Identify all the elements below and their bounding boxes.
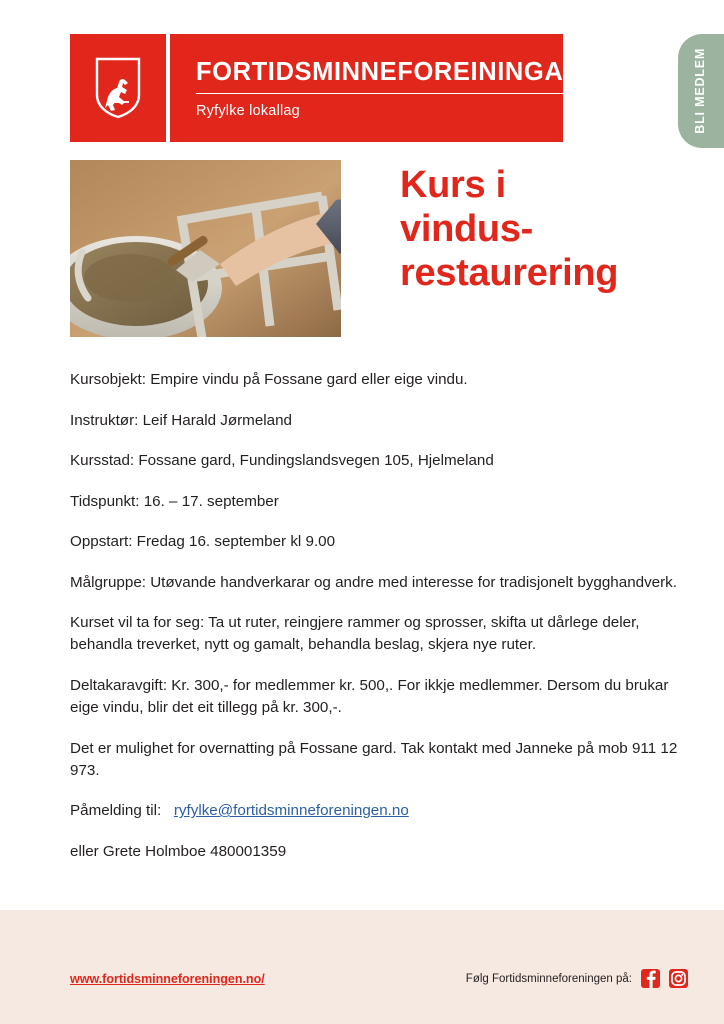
detail-tidspunkt: Tidspunkt: 16. – 17. september [70, 492, 279, 510]
footer-social [466, 969, 688, 988]
page-title-line-2: vindus- [400, 208, 534, 251]
window-restoration-photo [70, 160, 341, 337]
detail-instruktor: Instruktør: Leif Harald Jørmeland [70, 411, 292, 429]
follow-label: Følg Fortidsminneforeningen på: [465, 972, 632, 985]
footer-website-link[interactable]: www.fortidsminneforeningen.no/ [70, 972, 265, 986]
detail-kursinnhald: Kurset vil ta for seg: Ta ut ruter, reingjere rammer og sprosser, skifta ut dårlege deler, behandla treverket, nytt og gamalt, behandla beslag, skjera nye ruter. [70, 614, 640, 654]
detail-oppstart: Oppstart: Fredag 16. september kl 9.00 [70, 533, 336, 551]
page-title [400, 163, 700, 295]
course-details [70, 354, 690, 863]
alt-contact: eller Grete Holmboe 480001359 [70, 842, 287, 860]
detail-malgruppe: Målgruppe: Utøvande handverkarar og andre med interesse for tradisjonelt bygghandverk. [70, 573, 677, 591]
signup-line [70, 800, 690, 822]
facebook-icon[interactable] [641, 969, 660, 988]
organization-subtitle: Ryfylke lokallag [196, 102, 300, 119]
detail-deltakaravgift: Deltakaravgift: Kr. 300,- for medlemmer kr. 500,. For ikkje medlemmer. Dersom du brukar eige vindu, blir det eit tillegg på kr. 300,-. [70, 676, 669, 716]
org-name-box [170, 34, 563, 142]
detail-kursstad: Kursstad: Fossane gard, Fundingslandsvegen 105, Hjelmeland [70, 452, 494, 470]
footer-band [0, 910, 724, 1024]
page-title-line-3: restaurering [400, 252, 619, 295]
page-title-line-1: Kurs i [400, 164, 506, 206]
header-banner [70, 34, 564, 142]
detail-overnatting: Det er mulighet for overnatting på Fossane gard. Tak kontakt med Janneke på mob 911 12 973. [70, 739, 678, 779]
instagram-icon[interactable] [669, 969, 688, 988]
logo-box [70, 34, 166, 142]
detail-kursobjekt: Kursobjekt: Empire vindu på Fossane gard eller eige vindu. [70, 371, 468, 389]
organization-name: FORTIDSMINNEFOREININGA [196, 60, 563, 94]
heraldic-shield-icon [94, 57, 142, 119]
bli-medlem-label: BLI MEDLEM [693, 48, 708, 134]
bli-medlem-tab[interactable] [678, 34, 724, 148]
signup-label: Påmelding til: [70, 802, 162, 820]
signup-email-link[interactable]: ryfylke@fortidsminneforeningen.no [173, 802, 409, 820]
